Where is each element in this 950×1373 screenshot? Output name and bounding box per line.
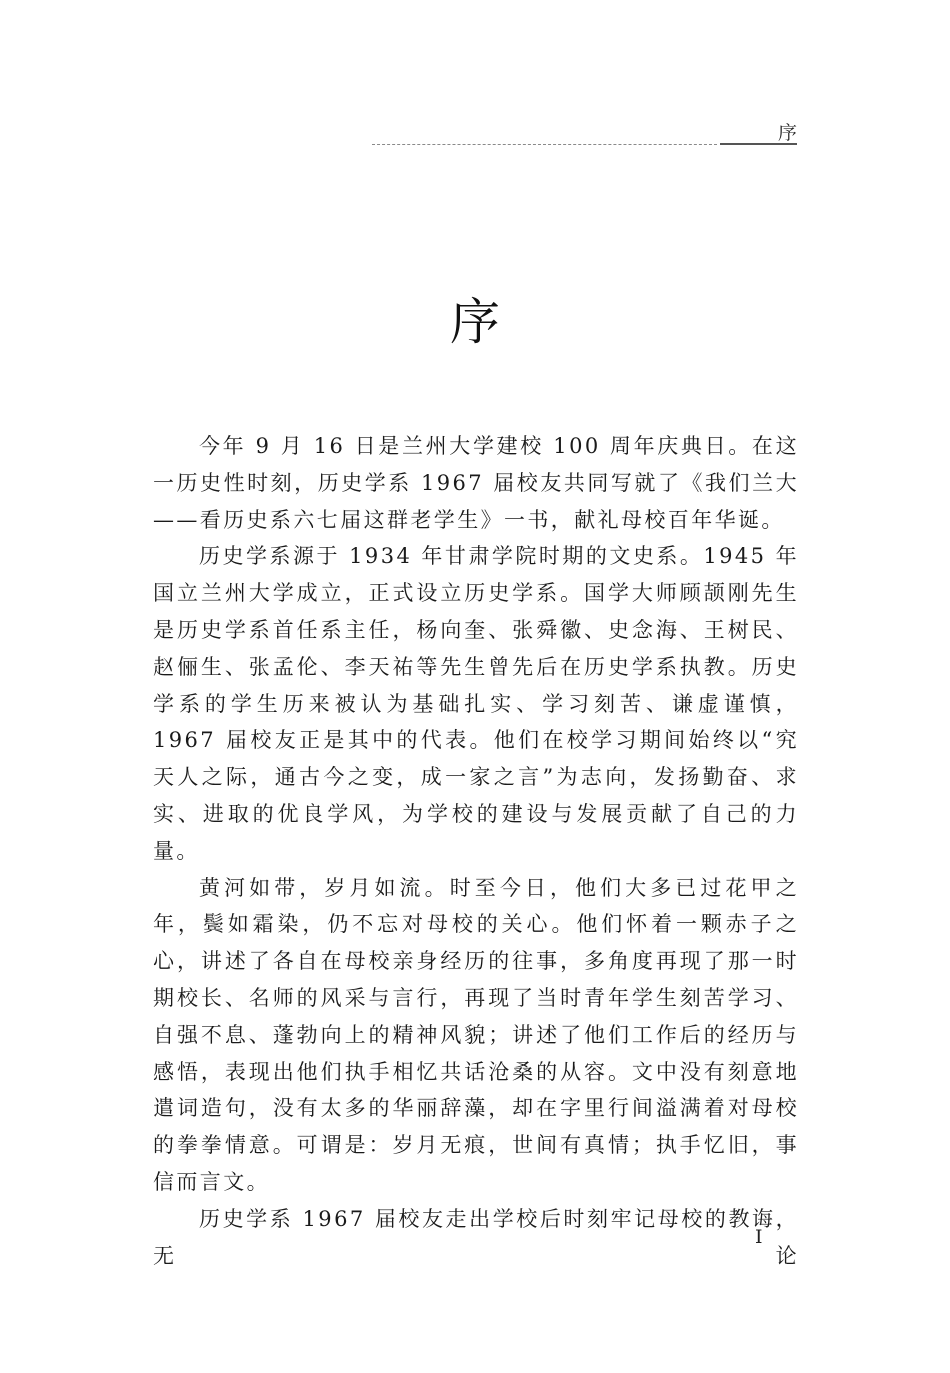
paragraph-3: 黄河如带，岁月如流。时至今日，他们大多已过花甲之年，鬓如霜染，仍不忘对母校的关心。他们怀着一颗赤子之心，讲述了各自在母校亲身经历的往事，多角度再现了那一时期校长、名师的风采与言行，再现了当时青年学生刻苦学习、自强不息、蓬勃向上的精神风貌；讲述了他们工作后的经历与感悟，表现出他们执手相忆共话沧桑的从容。文中没有刻意地遣词造句，没有太多的华丽辞藻，却在字里行间溢满着对母校的拳拳情意。可谓是：岁月无痕，世间有真情；执手忆旧，事信而言文。 xyxy=(153,875,799,1194)
running-head: 序 xyxy=(777,122,797,144)
paragraph-2: 历史学系源于 1934 年甘肃学院时期的文史系。1945 年国立兰州大学成立，正式设立历史学系。国学大师顾颉刚先生是历史学系首任系主任，杨向奎、张舜徽、史念海、王树民、赵俪生、张孟伦、李天祐等先生曾先后在历史学系执教。历史学系的学生历来被认为基础扎实、学习刻苦、谦虚谨慎，1967 届校友正是其中的代表。他们在校学习期间始终以“究天人之际，通古今之变，成一家之言”为志向，发扬勤奋、求实、进取的优良学风，为学校的建设与发展贡献了自己的力量。 xyxy=(153,544,799,863)
paragraph-1: 今年 9 月 16 日是兰州大学建校 100 周年庆典日。在这一历史性时刻，历史学系 1967 届校友共同写就了《我们兰大——看历史系六七届这群老学生》一书，献礼母校百年华诞。 xyxy=(153,434,799,532)
chapter-title: 序 xyxy=(450,293,500,351)
header-dashed-line xyxy=(372,144,717,145)
page-number: I xyxy=(755,1226,763,1248)
body-text xyxy=(153,428,799,1274)
paragraph-4: 历史学系 1967 届校友走出学校后时刻牢记母校的教诲，无论 xyxy=(153,1206,799,1268)
